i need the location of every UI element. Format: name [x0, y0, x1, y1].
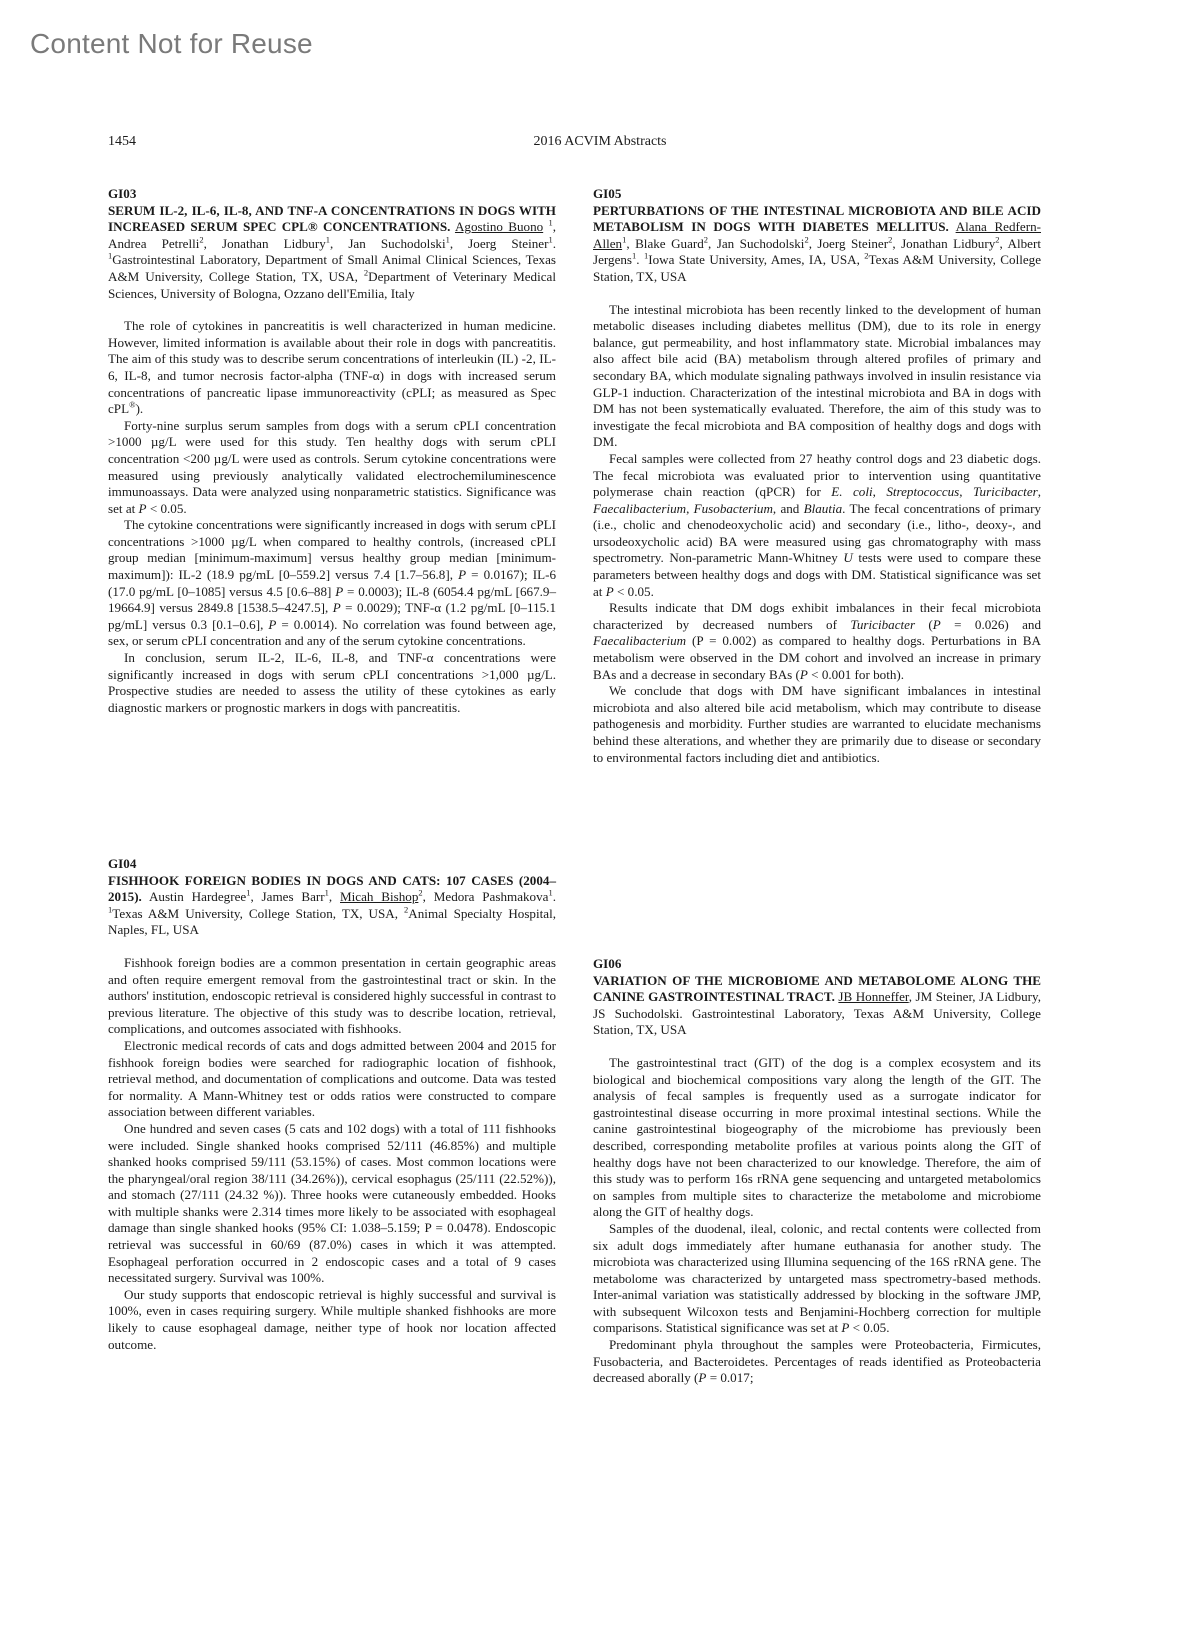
abstract-gi05	[593, 186, 1041, 956]
abstract-paragraph: The cytokine concentrations were significantly increased in dogs with serum cPLI concentrations >1000 µg/L when compared to healthy controls, (increased cPLI group median [minimum-maximum] versus healthy group median [minimum-maximum]): IL-2 (18.9 pg/mL [0–559.2] versus 7.4 [1.7–56.8], P = 0.0167); IL-6 (17.0 pg/mL [0–1085] versus 4.5 [0.6–88] P = 0.0003); IL-8 (6054.4 pg/mL [667.9–19664.9] versus 2849.8 [1538.5–4247.5], P = 0.0029); TNF-α (1.2 pg/mL [0–115.1 pg/mL] versus 0.3 [0.1–0.6], P = 0.0014). No correlation was found between age, sex, or serum cPLI concentration and any of the serum cytokine concentrations.	[108, 517, 556, 649]
abstract-paragraph: The gastrointestinal tract (GIT) of the dog is a complex ecosystem and its biological and biochemical compositions vary along the length of the GIT. The analysis of fecal samples is frequently used as a surrogate indicator for gastrointestinal disease occurring in more proximal intestinal sections. While the canine gastrointestinal biogeography of the microbiome has previously been described, corresponding metabolite profiles at various points along the GIT of healthy dogs have not been characterized to our knowledge. Therefore, the aim of this study was to perform 16s rRNA gene sequencing and untargeted metabolomics on samples from multiple sites to characterize the metabolome and microbiome along the GIT of healthy dogs.	[593, 1054, 1041, 1220]
abstract-paragraph: Our study supports that endoscopic retrieval is highly successful and survival is 100%, even in cases requiring surgery. While multiple shanked fishhooks are more likely to cause esophageal damage, neither type of hook nor location affected outcome.	[108, 1286, 556, 1352]
abstract-title: SERUM IL-2, IL-6, IL-8, AND TNF-A CONCENTRATIONS IN DOGS WITH INCREASED SERUM SPEC CPL® CONCENTRATIONS.	[108, 202, 556, 235]
abstract-paragraph: Samples of the duodenal, ileal, colonic, and rectal contents were collected from six adult dogs immediately after humane euthanasia for another study. The microbiota was characterized using Illumina sequencing of the 16S rRNA gene. The metabolome was characterized by untargeted mass spectrometry-based methods. Inter-animal variation was statistically addressed by blocking in the software JMP, with subsequent Wilcoxon tests and Benjamini-Hochberg correction for multiple comparisons. Statistical significance was set at P < 0.05.	[593, 1220, 1041, 1336]
abstract-title: FISHHOOK FOREIGN BODIES IN DOGS AND CATS: 107 CASES (2004–2015).	[108, 872, 556, 905]
abstract-header	[108, 203, 556, 303]
abstract-title: PERTURBATIONS OF THE INTESTINAL MICROBIOTA AND BILE ACID METABOLISM IN DOGS WITH DIABETES MELLITUS.	[593, 202, 1041, 235]
abstract-paragraph: We conclude that dogs with DM have significant imbalances in intestinal microbiota and also altered bile acid metabolism, which may contribute to disease pathogenesis and morbidity. Further studies are warranted to elucidate mechanisms behind these alterations, and whether they are primarily due to disease or secondary to environmental factors including diet and antibiotics.	[593, 683, 1041, 765]
abstract-paragraph: Fecal samples were collected from 27 heathy control dogs and 23 diabetic dogs. The fecal microbiota was evaluated prior to intervention using quantitative polymerase chain reaction (qPCR) for E. coli, Streptococcus, Turicibacter, Faecalibacterium, Fusobacterium, and Blautia. The fecal concentrations of primary (i.e., cholic and chenodeoxycholic acid) and secondary (i.e., litho-, deoxy-, and ursodeoxycholic acid) BA were measured using gas chromatography with mass spectrometry. Non-parametric Mann-Whitney U tests were used to compare these parameters between healthy dogs and dogs with DM. Statistical significance was set at P < 0.05.	[593, 450, 1042, 599]
abstract-id: GI06	[593, 956, 622, 971]
page-number: 1454	[108, 134, 136, 149]
abstract-paragraph: Electronic medical records of cats and dogs admitted between 2004 and 2015 for fishhook foreign bodies were searched for radiographic location of fishhook, retrieval method, and documentation of complications and outcome. Data was tested for normality. A Mann-Whitney test or odds ratios were constructed to compare association between different variables.	[108, 1037, 556, 1120]
abstract-paragraph: Predominant phyla throughout the samples were Proteobacteria, Firmicutes, Fusobacteria, and Bacteroidetes. Percentages of reads identified as Proteobacteria decreased aborally (P = 0.017;	[593, 1337, 1041, 1386]
abstract-header	[593, 973, 1041, 1039]
abstract-paragraph: Results indicate that DM dogs exhibit imbalances in their fecal microbiota characterized by decreased numbers of Turicibacter (P = 0.026) and Faecalibacterium (P = 0.002) as compared to healthy dogs. Perturbations in BA metabolism were observed in the DM cohort and involved an increase in primary BAs and a decrease in secondary BAs (P < 0.001 for both).	[593, 600, 1042, 682]
author-affiliations: JB Honneffer, JM Steiner, JA Lidbury, JS Suchodolski. Gastrointestinal Laboratory, Texas A&M University, College Station, TX, USA	[593, 989, 1041, 1038]
abstract-header	[593, 203, 1041, 286]
left-column	[108, 186, 556, 1353]
abstract-id: GI03	[108, 186, 137, 201]
author-affiliations: Austin Hardegree$^1$, James Barr$^1$, Micah Bishop$^2$, Medora Pashmakova$^1$. $^1$Texas A&M University, College Station, TX, USA, $^2$Animal Specialty Hospital, Naples, FL, USA	[108, 887, 556, 938]
abstract-header	[108, 873, 556, 939]
abstract-paragraph: The intestinal microbiota has been recently linked to the development of human metabolic diseases including diabetes mellitus (DM), due to its role in energy balance, gut permeability, and host inflammatory state. Microbial imbalances may also affect bile acid (BA) metabolism through altered profiles of primary and secondary BA, which modulate signaling pathways involved in insulin resistance via GLP-1 induction. Characterization of the intestinal microbiota and BA in dogs with DM has not been systematically evaluated. Therefore, the aim of this study was to investigate the fecal microbiota and BA composition of healthy dogs and dogs with DM.	[593, 301, 1041, 450]
abstract-id: GI04	[108, 856, 137, 871]
abstract-body	[108, 955, 556, 1353]
watermark: Content Not for Reuse	[30, 28, 313, 59]
abstract-paragraph: In conclusion, serum IL-2, IL-6, IL-8, and TNF-α concentrations were significantly increased in dogs with serum cPLI concentrations >1,000 µg/L. Prospective studies are needed to assess the utility of these cytokines as early diagnostic markers or prognostic markers in dogs with pancreatitis.	[108, 650, 556, 715]
abstract-paragraph: One hundred and seven cases (5 cats and 102 dogs) with a total of 111 fishhooks were included. Single shanked hooks comprised 52/111 (46.85%) and multiple shanked hooks comprised 59/111 (53.15%) of cases. Most common locations were the pharyngeal/oral region 38/111 (34.26%)), cervical esophagus (25/111 (22.52%)), and stomach (27/111 (24.32 %)). Three hooks were cutaneously embedded. Hooks with multiple shanks were 2.314 times more likely to be associated with esophageal damage than single shanked hooks (95% CI: 1.038–5.159; P = 0.0478). Endoscopic retrieval was successful in 60/69 (87.0%) cases in which it was attempted. Esophageal perforation occurred in 2 endoscopic cases and a total of 9 cases necessitated surgery. Survival was 100%.	[108, 1120, 556, 1286]
abstract-body	[593, 302, 1041, 767]
abstract-paragraph: Forty-nine surplus serum samples from dogs with a serum cPLI concentration >1000 µg/L were used for this study. Ten healthy dogs with serum cPLI concentration <200 µg/L were used as controls. Serum cytokine concentrations were measured using previously analytically validated electrochemiluminescence immunoassays. Data were analyzed using nonparametric statistics. Significance was set at P < 0.05.	[108, 417, 556, 516]
abstract-gi03	[108, 186, 556, 856]
abstract-paragraph: Fishhook foreign bodies are a common presentation in certain geographic areas and often require emergent removal from the gastrointestinal tract or skin. In the authors' institution, endoscopic retrieval is considered highly successful in contrast to previous literature. The objective of this study was to describe location, retrieval, complications, and outcomes associated with fishhooks.	[108, 954, 556, 1037]
abstract-id: GI05	[593, 186, 622, 201]
abstract-body	[593, 1055, 1041, 1387]
abstract-gi04	[108, 856, 556, 1353]
right-column	[593, 186, 1041, 1387]
abstract-paragraph: The role of cytokines in pancreatitis is well characterized in human medicine. However, limited information is available about their role in dogs with pancreatitis. The aim of this study was to describe serum concentrations of interleukin (IL) -2, IL-6, IL-8, and tumor necrosis factor-alpha (TNF-α) in dogs with increased serum concentrations of pancreatic lipase immunoreactivity (cPLI; as measured as Spec cPL®).	[108, 318, 556, 417]
author-affiliations: $^1$, Andrea Petrelli$^2$, Jonathan Lidbury$^1$, Jan Suchodolski$^1$, Joerg Steiner$^1$. $^1$Gastrointestinal Laboratory, Department of Small Animal Clinical Sciences, Texas A&M University, College Station, TX, USA, $^2$Department of Veterinary Medical Sciences, University of Bologna, Ozzano dell'Emilia, Italy	[108, 217, 556, 301]
author-affiliations: Alana Redfern-Allen$^1$, Blake Guard$^2$, Jan Suchodolski$^2$, Joerg Steiner$^2$, Jonathan Lidbury$^2$, Albert Jergens$^1$. $^1$Iowa State University, Ames, IA, USA, $^2$Texas A&M University, College Station, TX, USA	[593, 219, 1042, 284]
running-header: 2016 ACVIM Abstracts	[533, 134, 667, 149]
abstract-body	[108, 318, 556, 716]
abstract-gi06	[593, 956, 1041, 1387]
abstract-title: VARIATION OF THE MICROBIOME AND METABOLOME ALONG THE CANINE GASTROINTESTINAL TRACT.	[593, 972, 1041, 1005]
presenting-author: Agostino Buono	[454, 219, 544, 235]
